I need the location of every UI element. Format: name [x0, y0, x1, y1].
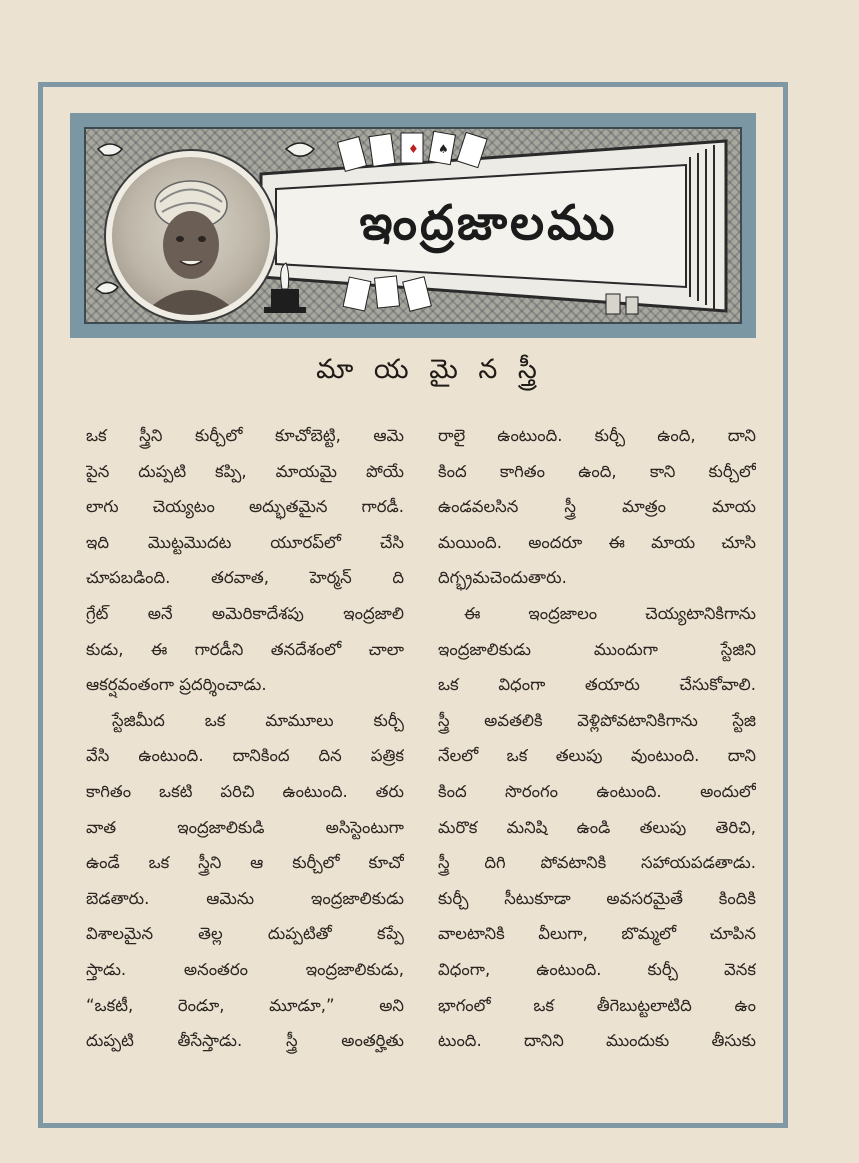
banner-artwork: [84, 127, 742, 324]
text-line: వేసి ఉంటుంది. దానికింద దిన పత్రిక: [86, 746, 404, 766]
text-line: ఆకర్షవంతంగా ప్రదర్శించాడు.: [86, 675, 267, 695]
text-line: బెడతారు. ఆమెను ఇంద్రజాలికుడు: [86, 888, 404, 908]
text-line: స్టేజిమీద ఒక మామూలు కుర్చీ: [112, 710, 404, 730]
right-column: [438, 418, 756, 1098]
svg-text:♦: ♦: [408, 142, 419, 156]
text-line: దుప్పటి తీసేస్తాడు. స్త్రీ అంతర్హితు: [86, 1031, 404, 1051]
text-line: “ఒకటీ, రెండూ, మూడూ,” అని: [86, 995, 404, 1015]
text-line: కాగితం ఒకటి పరిచి ఉంటుంది. తరు: [86, 781, 404, 801]
text-line: మరొక మనిషి ఉండి తలుపు తెరిచి,: [438, 817, 756, 837]
article-body: [86, 418, 756, 1098]
text-line: విధంగా, ఉంటుంది. కుర్చీ వెనక: [438, 959, 756, 979]
svg-text:♠: ♠: [438, 142, 449, 156]
magician-portrait: [106, 151, 276, 321]
banner-title: ఇంద్రజాలము: [359, 195, 618, 251]
text-line: ఉండవలసిన స్త్రీ మాత్రం మాయ: [438, 497, 756, 517]
text-line: కింద కాగితం ఉంది, కాని కుర్చీలో: [438, 461, 756, 481]
text-line: దిగ్భ్రమచెందుతారు.: [438, 568, 567, 588]
header-banner: [70, 113, 756, 338]
text-line: విశాలమైన తెల్ల దుప్పటితో కప్పే: [86, 924, 404, 944]
portrait-icon: [112, 157, 270, 315]
text-line: ఇది మొట్టమొదట యూరప్‌లో చేసి: [86, 532, 404, 552]
text-line: స్త్రీ అవతలికి వెళ్లిపోవటానికిగాను స్టేజి: [438, 710, 756, 730]
text-line: కుర్చీ సీటుకూడా అవసరమైతే కిందికి: [438, 888, 756, 908]
article-title: మా య మై న స్త్రీ: [316, 354, 543, 385]
banner-title-plate: [291, 184, 686, 274]
text-line: స్తాడు. అనంతరం ఇంద్రజాలికుడు,: [86, 959, 404, 979]
text-line: ఉండే ఒక స్త్రీని ఆ కుర్చీలో కూచో: [86, 853, 404, 873]
text-line: టుంది. దానిని ముందుకు తీసుకు: [438, 1031, 756, 1051]
text-line: వాలటానికి వీలుగా, బొమ్మలో చూపిన: [438, 924, 756, 944]
text-line: మయింది. అందరూ ఈ మాయ చూసి: [438, 532, 756, 552]
text-line: గ్రేట్ అనే అమెరికాదేశపు ఇంద్రజాలి: [86, 603, 404, 623]
text-line: నేలలో ఒక తలుపు వుంటుంది. దాని: [438, 746, 756, 766]
text-line: చూపబడింది. తరవాత, హెర్మన్ ది: [86, 568, 404, 588]
text-line: ఈ ఇంద్రజాలం చెయ్యటానికిగాను: [464, 603, 756, 623]
left-column: [86, 418, 404, 1098]
text-line: వాత ఇంద్రజాలికుడి అసిస్టెంటుగా: [86, 817, 404, 837]
text-line: పైన దుప్పటి కప్పి, మాయమై పోయే: [86, 461, 404, 481]
text-line: లాగు చెయ్యటం అద్భుతమైన గారడీ.: [86, 497, 404, 517]
text-line: ఒక విధంగా తయారు చేసుకోవాలి.: [438, 675, 756, 695]
text-line: ఇంద్రజాలికుడు ముందుగా స్టేజిని: [438, 639, 756, 659]
text-line: ఒక స్త్రీని కుర్చీలో కూచోబెట్టి, ఆమె: [86, 426, 404, 445]
text-line: కుడు, ఈ గారడీని తనదేశంలో చాలా: [86, 639, 404, 659]
text-line: భాగంలో ఒక తీగెబుట్టలాటిది ఉం: [438, 995, 756, 1015]
text-line: కింద సొరంగం ఉంటుంది. అందులో: [438, 781, 756, 801]
text-line: స్త్రీ దిగి పోవటానికి సహాయపడతాడు.: [438, 853, 756, 873]
text-line: రాలై ఉంటుంది. కుర్చీ ఉంది, దాని: [438, 426, 756, 445]
